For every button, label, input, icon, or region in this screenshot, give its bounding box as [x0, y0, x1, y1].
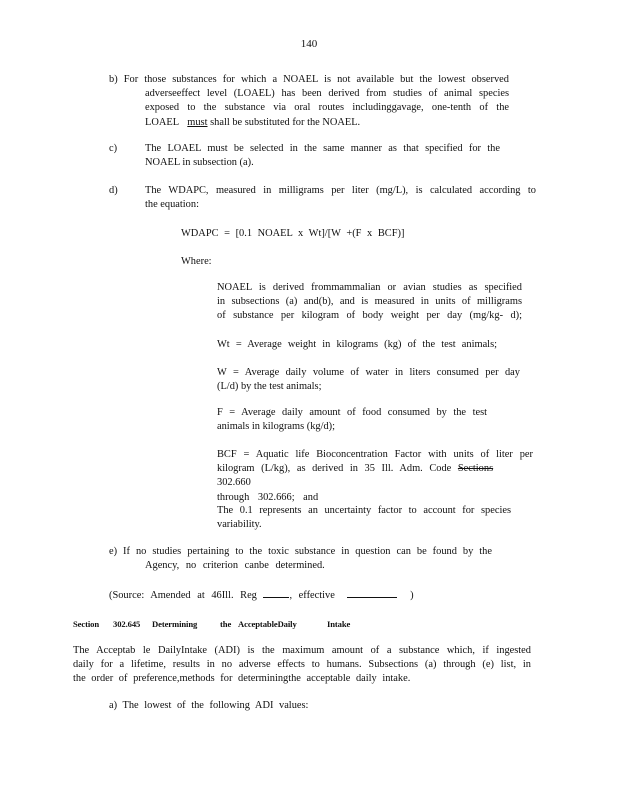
- definition-f-line-2: animals in kilograms (kg/d);: [217, 421, 336, 433]
- item-d-line-2: the equation:: [145, 199, 199, 211]
- section-title-word-1: Determining: [152, 619, 198, 629]
- definition-factor-line-2: variability.: [217, 519, 262, 531]
- item-a-adi: a) The lowest of the following ADI values:: [109, 700, 309, 711]
- definition-bcf-line-2: [217, 462, 533, 490]
- definition-factor: [217, 504, 511, 532]
- source-blank-reg: [263, 588, 289, 598]
- definition-noael-line-2: in subsections (a) and(b), and is measured in units of milligrams: [217, 296, 522, 308]
- definition-bcf-struck-sections: Sections: [457, 463, 494, 475]
- source-close-paren: ): [410, 590, 414, 601]
- definition-noael: [217, 281, 522, 324]
- item-b-text-1: those substances for which a NOAEL is not available but the lowest observed: [144, 74, 509, 85]
- definition-factor-line-1: The 0.1 represents an uncertainty factor to account for species: [217, 505, 511, 516]
- source-text-effective: , effective: [289, 590, 335, 601]
- item-b-label: b) For: [109, 74, 139, 85]
- item-b-line-2: adverseeffect level (LOAEL) has been derived from studies of animal species: [145, 88, 509, 100]
- item-e-line-1: e) If no studies pertaining to the toxic substance in question can be found by the: [109, 546, 492, 557]
- definition-noael-line-1: NOAEL is derived frommammalian or avian studies as specified: [217, 282, 522, 293]
- source-blank-effective: [347, 588, 397, 598]
- intro-paragraph: [73, 644, 531, 687]
- item-c-line-2: NOAEL in subsection (a).: [145, 157, 254, 169]
- item-c-label: c): [109, 143, 118, 154]
- definition-noael-line-3: of substance per kilogram of body weight per day (mg/kg- d);: [217, 310, 522, 322]
- definition-wt-line-1: Wt = Average weight in kilograms (kg) of the test animals;: [217, 339, 497, 350]
- item-e-line-2: Agency, no criterion canbe determined.: [145, 560, 325, 572]
- item-c: [109, 142, 500, 170]
- intro-line-1: The Acceptab le DailyIntake (ADI) is the maximum amount of a substance which, if ingested: [73, 645, 531, 656]
- item-b-line-4-rest: shall be substituted for the NOAEL.: [207, 116, 361, 128]
- item-d-label: d): [109, 185, 118, 196]
- definition-bcf-section-start: 302.660: [217, 477, 251, 489]
- page-number: 140: [300, 38, 318, 50]
- section-number: 302.645: [113, 619, 141, 629]
- definition-w-line-2: (L/d) by the test animals;: [217, 381, 322, 393]
- where-label: Where:: [181, 256, 212, 267]
- item-b-line-4: [145, 116, 509, 130]
- item-b-line-3: exposed to the substance via oral routes includinggavage, one-tenth of the: [145, 102, 509, 114]
- intro-line-2: daily for a lifetime, results in no adverse effects to humans. Subsections (a) through (e) list, in: [73, 659, 531, 671]
- item-d-line-1: The WDAPC, measured in milligrams per liter (mg/L), is calculated according to: [145, 185, 536, 196]
- definition-bcf-line-3: through 302.666; and: [217, 491, 319, 503]
- definition-bcf-line-2-text: kilogram (L/kg), as derived in 35 Ill. Adm. Code: [217, 463, 452, 475]
- source-text-amended: (Source: Amended at 46Ill. Reg: [109, 590, 257, 601]
- definition-bcf-line-1: BCF = Aquatic life Bioconcentration Factor with units of liter per: [217, 449, 533, 460]
- item-b-must-underlined: must: [187, 116, 208, 128]
- section-header: [73, 617, 373, 631]
- intro-line-3: the order of preference,methods for determiningthe acceptable daily intake.: [73, 673, 411, 685]
- item-b-loael: LOAEL: [145, 116, 179, 128]
- definition-f: [217, 406, 487, 434]
- source-note: [109, 588, 429, 603]
- section-title-word-2: the: [220, 619, 232, 629]
- definition-bcf: [217, 448, 533, 505]
- equation: WDAPC = [0.1 NOAEL x Wt]/[W +(F x BCF)]: [181, 228, 405, 239]
- definition-w: [217, 366, 520, 394]
- definition-w-line-1: W = Average daily volume of water in liters consumed per day: [217, 367, 520, 378]
- item-b-line-1: [109, 73, 509, 87]
- item-e: [109, 545, 492, 573]
- item-d: [109, 184, 536, 212]
- section-label: Section: [73, 619, 100, 629]
- definition-wt: [217, 338, 497, 352]
- item-c-line-1: The LOAEL must be selected in the same manner as that specified for the: [145, 143, 500, 154]
- section-title-word-3: AcceptableDaily: [238, 619, 297, 629]
- section-title-word-4: Intake: [327, 619, 351, 629]
- definition-f-line-1: F = Average daily amount of food consumed by the test: [217, 407, 487, 418]
- item-b: [109, 73, 509, 130]
